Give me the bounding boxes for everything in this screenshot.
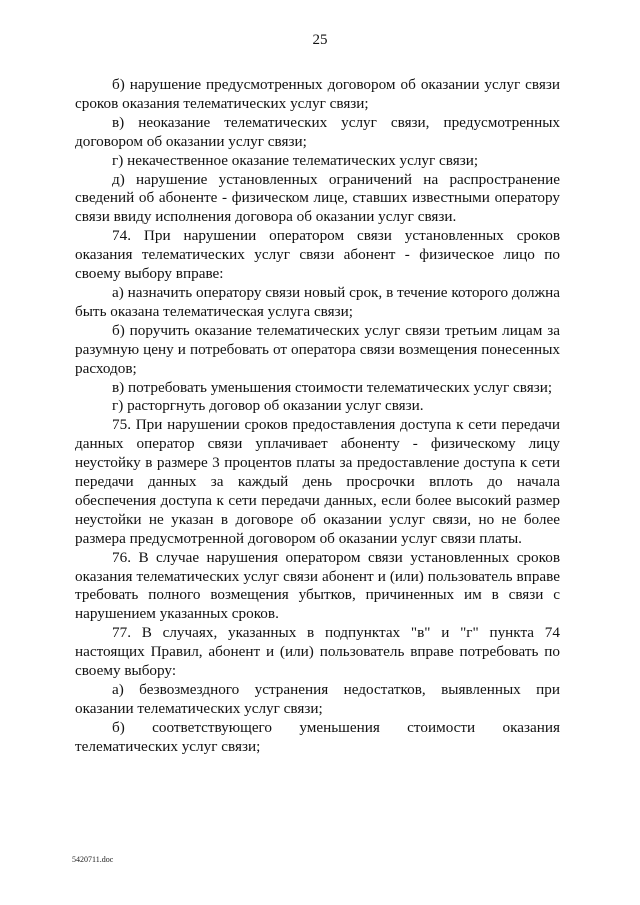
paragraph: 75. При нарушении сроков предоставления доступа к сети передачи данных оператор связи уплачивает абоненту - физическому лицу неустойку в размере 3 процентов платы за предоставление доступа к сети передачи данных за каждый день просрочки вплоть до начала обеспечения доступа к сети передачи данных, если более высокий размер неустойки не указан в договоре об оказании услуг связи, но не более размера предусмотренной договором об оказании услуг связи платы. <box>75 416 560 547</box>
paragraph: г) некачественное оказание телематических услуг связи; <box>112 151 479 169</box>
document-body <box>75 76 560 757</box>
paragraph: а) безвозмездного устранения недостатков, выявленных при оказании телематических услуг связи; <box>75 681 560 717</box>
footer-filename: 5420711.doc <box>72 855 114 864</box>
paragraph: г) расторгнуть договор об оказании услуг связи. <box>112 397 424 415</box>
paragraph: д) нарушение установленных ограничений на распространение сведений об абоненте - физическом лице, ставших известными оператору связи ввиду исполнения договора об оказании услуг связи. <box>75 170 560 226</box>
paragraph: 76. В случае нарушения оператором связи установленных сроков оказания телематических услуг связи абонент и (или) пользователь вправе требовать полного возмещения убытков, причиненных им в связи с нарушением указанных сроков. <box>75 548 560 623</box>
paragraph: б) поручить оказание телематических услуг связи третьим лицам за разумную цену и потребовать от оператора связи возмещения понесенных расходов; <box>75 321 560 377</box>
paragraph: 77. В случаях, указанных в подпунктах "в" и "г" пункта 74 настоящих Правил, абонент и (или) пользователь вправе потребовать по своему выбору: <box>75 624 560 680</box>
paragraph: б) соответствующего уменьшения стоимости оказания телематических услуг связи; <box>75 718 560 755</box>
paragraph: в) неоказание телематических услуг связи, предусмотренных договором об оказании услуг связи; <box>75 113 560 150</box>
paragraph: в) потребовать уменьшения стоимости телематических услуг связи; <box>112 378 553 396</box>
page-number: 25 <box>312 32 328 48</box>
paragraph: а) назначить оператору связи новый срок, в течение которого должна быть оказана телематическая услуга связи; <box>75 283 560 320</box>
paragraph: б) нарушение предусмотренных договором об оказании услуг связи сроков оказания телематических услуг связи; <box>75 76 560 112</box>
paragraph: 74. При нарушении оператором связи установленных сроков оказания телематических услуг связи абонент - физическое лицо по своему выбору вправе: <box>75 227 560 283</box>
